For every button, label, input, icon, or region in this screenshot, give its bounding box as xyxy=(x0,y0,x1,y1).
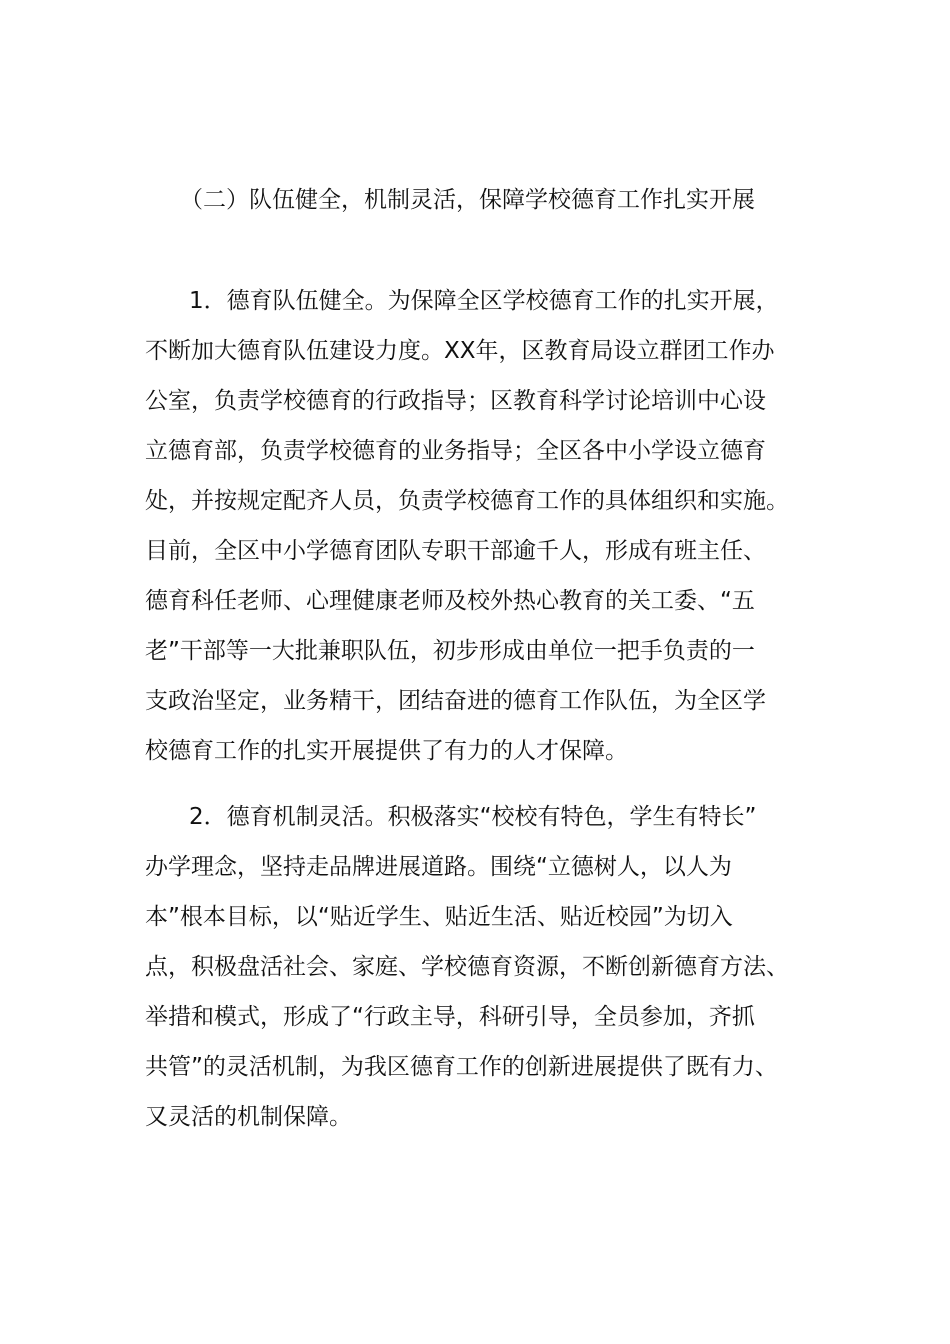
text-line: 立德育部，负责学校德育的业务指导；全区各中小学设立德育 xyxy=(145,438,766,464)
text-line: 目前，全区中小学德育团队专职干部逾千人，形成有班主任、 xyxy=(145,538,766,564)
text-line: 处，并按规定配齐人员，负责学校德育工作的具体组织和实施。 xyxy=(145,488,789,514)
text-line: 校德育工作的扎实开展提供了有力的人才保障。 xyxy=(145,738,628,764)
text-line: 1．德育队伍健全。为保障全区学校德育工作的扎实开展， xyxy=(189,288,779,314)
text-line: 本”根本目标，以“贴近学生、贴近生活、贴近校园”为切入 xyxy=(145,904,733,930)
section-heading: （二）队伍健全，机制灵活，保障学校德育工作扎实开展 xyxy=(180,187,755,213)
text-line: 又灵活的机制保障。 xyxy=(145,1104,352,1130)
text-line: 点，积极盘活社会、家庭、学校德育资源，不断创新德育方法、 xyxy=(145,954,789,980)
text-line: 老”干部等一大批兼职队伍，初步形成由单位一把手负责的一 xyxy=(145,638,755,664)
paragraph-mechanism xyxy=(145,800,825,1150)
text-line: 不断加大德育队伍建设力度。XX年，区教育局设立群团工作办 xyxy=(145,338,775,364)
text-line: 办学理念，坚持走品牌进展道路。围绕“立德树人，以人为 xyxy=(145,854,732,880)
text-line: 共管”的灵活机制，为我区德育工作的创新进展提供了既有力、 xyxy=(145,1054,778,1080)
text-line: 支政治坚定，业务精干，团结奋进的德育工作队伍，为全区学 xyxy=(145,688,766,714)
text-line: 举措和模式，形成了“行政主导，科研引导，全员参加，齐抓 xyxy=(145,1004,755,1030)
paragraph-team-building xyxy=(145,284,825,784)
text-line: 公室，负责学校德育的行政指导；区教育科学讨论培训中心设 xyxy=(145,388,766,414)
text-line: 2．德育机制灵活。积极落实“校校有特色，学生有特长” xyxy=(189,804,757,830)
text-line: 德育科任老师、心理健康老师及校外热心教育的关工委、“五 xyxy=(145,588,755,614)
